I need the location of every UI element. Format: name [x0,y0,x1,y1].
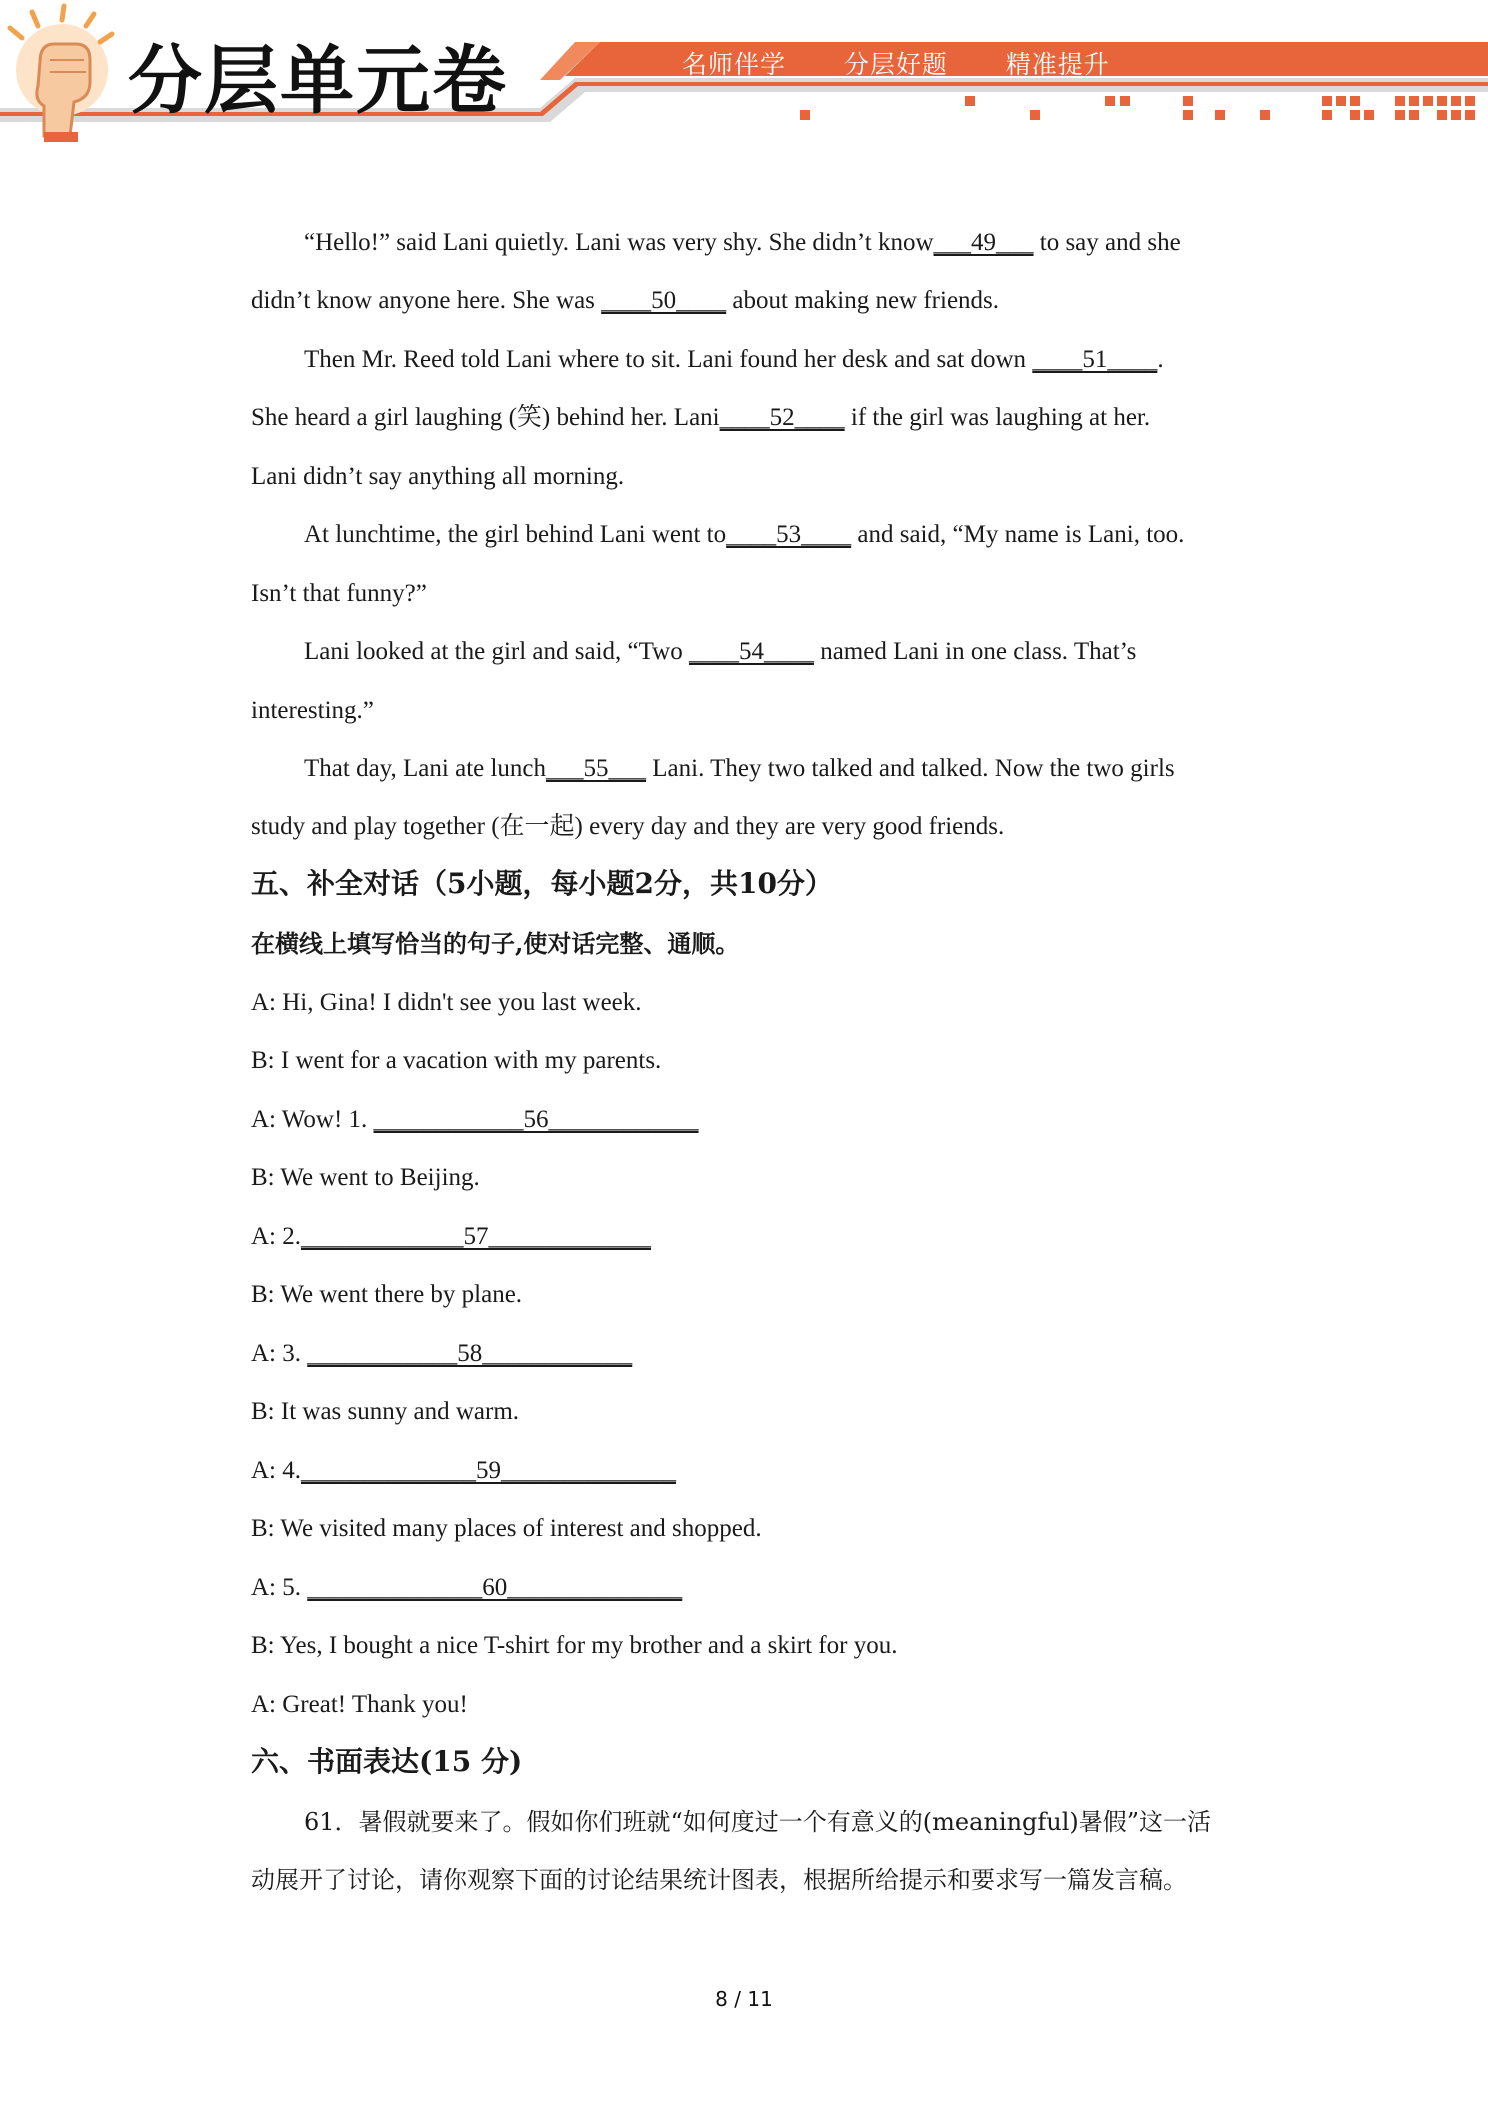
answer-blank-56[interactable]: ____________56____________ [373,1106,699,1133]
passage-line: “Hello!” said Lani quietly. Lani was very shy. She didn’t know___49___ to say and she [304,229,1181,256]
answer-blank-58[interactable]: ____________58____________ [307,1340,633,1367]
dialogue-line: B: It was sunny and warm. [251,1398,520,1425]
passage-line: Lani didn’t say anything all morning. [251,463,625,490]
section-5-instruction: 在横线上填写恰当的句子,使对话完整、通顺。 [251,929,740,958]
passage-line: didn’t know anyone here. She was ____50____ about making new friends. [251,287,1000,314]
passage-line: Then Mr. Reed told Lani where to sit. Lani found her desk and sat down ____51____. [304,346,1164,373]
answer-blank-55[interactable]: ___55___ [546,755,647,782]
section-5-title: 五、补全对话（5小题，每小题2分，共10分） [251,867,833,900]
dialogue-line: A: Hi, Gina! I didn't see you last week. [251,989,642,1016]
passage-line: At lunchtime, the girl behind Lani went to____53____ and said, “My name is Lani, too. [304,521,1185,548]
page-header [0,0,1488,150]
dialogue-line: A: 4.______________59______________ [251,1457,676,1484]
passage-line: study and play together (在一起) every day and they are very good friends. [251,813,1005,840]
answer-blank-54[interactable]: ____54____ [688,638,814,665]
dialogue-line: A: 3. ____________58____________ [251,1340,633,1367]
answer-blank-50[interactable]: ____50____ [601,287,727,314]
answer-blank-52[interactable]: ____52____ [719,404,845,431]
passage-line: That day, Lani ate lunch___55___ Lani. They two talked and talked. Now the two girls [304,755,1175,782]
page-number: 8 / 11 [715,1987,773,2011]
writing-prompt-line: 61．暑假就要来了。假如你们班就“如何度过一个有意义的(meaningful)暑假”这一活 [304,1808,1212,1836]
answer-blank-49[interactable]: ___49___ [933,229,1034,256]
answer-blank-57[interactable]: _____________57_____________ [301,1223,651,1250]
section-6-title: 六、书面表达(15 分) [251,1745,523,1778]
dialogue-line: A: 2._____________57_____________ [251,1223,651,1250]
dialogue-line: A: 5. ______________60______________ [251,1574,683,1601]
passage-line: Lani looked at the girl and said, “Two ____54____ named Lani in one class. That’s [304,638,1137,665]
dialogue-line: A: Wow! 1. ____________56____________ [251,1106,699,1133]
passage-line: interesting.” [251,697,374,724]
dialogue-line: B: We went there by plane. [251,1281,523,1308]
dialogue-line: B: I went for a vacation with my parents. [251,1047,662,1074]
writing-prompt-line: 动展开了讨论，请你观察下面的讨论结果统计图表，根据所给提示和要求写一篇发言稿。 [251,1866,1187,1894]
passage-line: Isn’t that funny?” [251,580,427,607]
answer-blank-53[interactable]: ____53____ [726,521,852,548]
brand-title: 分层单元卷 [128,38,508,124]
dialogue-line: B: We visited many places of interest and shopped. [251,1515,762,1542]
answer-blank-51[interactable]: ____51____ [1032,346,1158,373]
dialogue-line: B: We went to Beijing. [251,1164,480,1191]
dialogue-line: B: Yes, I bought a nice T-shirt for my brother and a skirt for you. [251,1632,898,1659]
brand-slogan: 名师伴学 分层好题 精准提升 [682,50,1110,79]
passage-line: She heard a girl laughing (笑) behind her. Lani____52____ if the girl was laughing at her. [251,404,1151,431]
answer-blank-59[interactable]: ______________59______________ [301,1457,676,1484]
answer-blank-60[interactable]: ______________60______________ [307,1574,683,1601]
dialogue-line: A: Great! Thank you! [251,1691,468,1718]
